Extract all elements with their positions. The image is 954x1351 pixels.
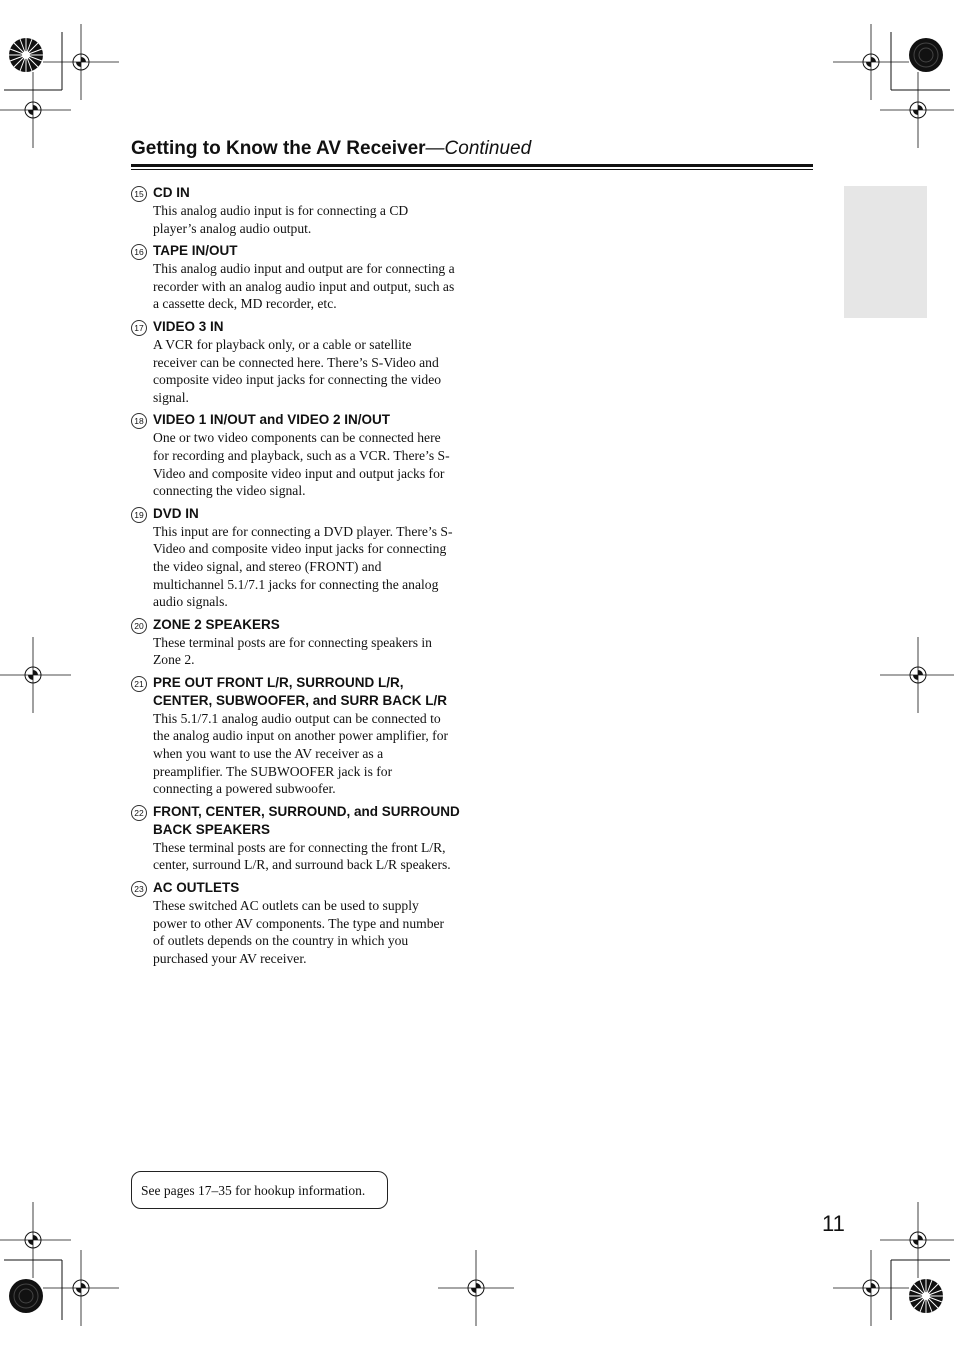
item-title: VIDEO 3 IN: [153, 318, 224, 334]
page-number: 11: [822, 1211, 845, 1236]
list-item: [131, 505, 461, 611]
list-item: [131, 184, 461, 237]
list-item: [131, 616, 461, 669]
item-number-badge: 19: [131, 507, 147, 523]
list-item: [131, 411, 461, 499]
item-description: These terminal posts are for connecting speakers in Zone 2.: [153, 634, 432, 668]
list-item: [131, 318, 461, 406]
item-list: [131, 184, 461, 972]
item-number-badge: 20: [131, 618, 147, 634]
item-number-badge: 21: [131, 676, 147, 692]
header-rule-thick: [131, 164, 813, 167]
list-item: [131, 674, 461, 798]
list-item: [131, 803, 461, 874]
item-title: TAPE IN/OUT: [153, 243, 238, 259]
item-description: A VCR for playback only, or a cable or satellite receiver can be connected here. There’s S-Video and composite video input jacks for connecting the video signal.: [153, 336, 442, 405]
item-title: DVD IN: [153, 505, 199, 521]
hookup-note-box: See pages 17–35 for hookup information.: [131, 1171, 388, 1209]
item-number-badge: 22: [131, 805, 147, 821]
header-continued-text: —Continued: [425, 138, 532, 159]
item-description: These switched AC outlets can be used to supply power to other AV components. The type and number of outlets depends on the country in which you purchased your AV receiver.: [153, 898, 445, 966]
item-title: FRONT, CENTER, SURROUND, and SURROUND BACK SPEAKERS: [153, 803, 460, 837]
section-side-tab: [844, 186, 927, 318]
item-description: This 5.1/7.1 analog audio output can be connected to the analog audio input on another power amplifier, for when you want to use the AV receiver as a preamplifier. The SUBWOOFER jack is for connecting a powered subwoofer.: [153, 710, 449, 797]
item-description: These terminal posts are for connecting the front L/R, center, surround L/R, and surround back L/R speakers.: [153, 839, 451, 873]
item-number-badge: 18: [131, 413, 147, 429]
item-description: This analog audio input and output are for connecting a recorder with an analog audio input and output, such as a cassette deck, MD recorder, etc.: [153, 261, 455, 312]
item-title: VIDEO 1 IN/OUT and VIDEO 2 IN/OUT: [153, 412, 391, 428]
item-description: One or two video components can be connected here for recording and playback, such as a VCR. There’s S-Video and composite video input and output jacks for connecting the video signal.: [153, 430, 450, 499]
item-description: This analog audio input is for connecting a CD player’s analog audio output.: [153, 203, 409, 236]
page-header-title: [131, 138, 531, 160]
header-rule-thin: [131, 169, 813, 170]
item-number-badge: 17: [131, 320, 147, 336]
item-number-badge: 16: [131, 244, 147, 260]
item-title: AC OUTLETS: [153, 880, 240, 896]
item-title: PRE OUT FRONT L/R, SURROUND L/R, CENTER, SUBWOOFER, and SURR BACK L/R: [153, 674, 448, 708]
item-title: CD IN: [153, 185, 190, 200]
item-description: This input are for connecting a DVD player. There’s S-Video and composite video input jacks for connecting the video signal, and stereo (FRONT) and multichannel 5.1/7.1 jacks for connecting the analog audio signals.: [153, 523, 453, 610]
list-item: [131, 879, 461, 967]
item-number-badge: 23: [131, 881, 147, 897]
list-item: [131, 242, 461, 313]
item-number-badge: 15: [131, 186, 147, 202]
header-title-text: Getting to Know the AV Receiver: [131, 138, 426, 159]
item-title: ZONE 2 SPEAKERS: [153, 616, 280, 632]
